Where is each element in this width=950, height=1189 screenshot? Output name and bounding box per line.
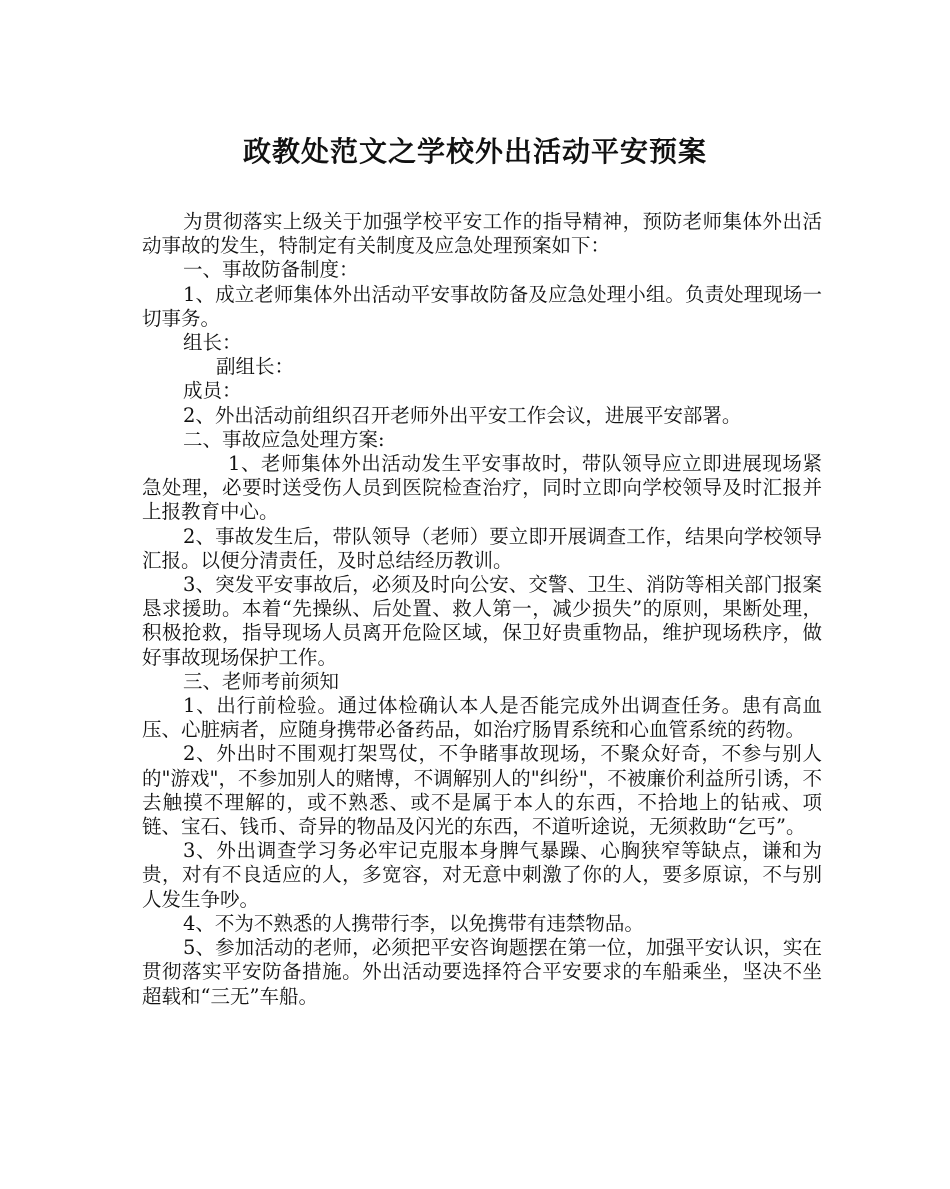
section-3-heading: 三、老师考前须知 <box>183 669 340 693</box>
section-3-item-3: 3、外出调查学习务必牢记克服本身脾气暴躁、心胸狭窄等缺点，谦和为贵，对有不良适应的人，多宽容，对无意中刺激了你的人，要多原谅，不与别人发生争吵。 <box>142 839 822 911</box>
deputy-leader-line: 副组长： <box>216 355 295 379</box>
section-2-item-3: 3、突发平安事故后，必须及时向公安、交警、卫生、消防等相关部门报案恳求援助。本着“先操纵、后处置、救人第一，减少损失”的原则，果断处理，积极抢救，指导现场人员离开危险区域，保卫好贵重物品，维护现场秩序，做好事故现场保护工作。 <box>142 573 822 669</box>
section-3-item-4: 4、不为不熟悉的人携带行李，以免携带有违禁物品。 <box>183 911 644 935</box>
intro-paragraph: 为贯彻落实上级关于加强学校平安工作的指导精神，预防老师集体外出活动事故的发生，特制定有关制度及应急处理预案如下： <box>142 210 822 258</box>
section-1-item-2: 2、外出活动前组织召开老师外出平安工作会议，进展平安部署。 <box>183 403 742 427</box>
section-2-heading: 二、事故应急处理方案: <box>183 427 385 451</box>
members-line: 成员： <box>183 379 242 403</box>
document-body <box>142 210 822 1009</box>
section-1-item-1: 1、成立老师集体外出活动平安事故防备及应急处理小组。负责处理现场一切事务。 <box>142 282 822 330</box>
section-2-item-1: 1、老师集体外出活动发生平安事故时，带队领导应立即进展现场紧急处理，必要时送受伤人员到医院检查治疗，同时立即向学校领导及时汇报并上报教育中心。 <box>142 452 822 524</box>
section-1-heading: 一、事故防备制度： <box>183 258 359 282</box>
group-leader-line: 组长： <box>183 331 242 355</box>
section-3-item-1: 1、出行前检验。通过体检确认本人是否能完成外出调查任务。患有高血压、心脏病者，应随身携带必备药品，如治疗肠胃系统和心血管系统的药物。 <box>142 694 822 742</box>
section-3-item-2: 2、外出时不围观打架骂仗，不争睹事故现场，不聚众好奇，不参与别人的"游戏"，不参加别人的赌博，不调解别人的"纠纷"，不被廉价利益所引诱，不去触摸不理解的，或不熟悉、或不是属于本人的东西，不拾地上的钻戒、项链、宝石、钱币、奇异的物品及闪光的东西，不道听途说，无须救助“乞丐”。 <box>142 742 822 839</box>
section-3-item-5: 5、参加活动的老师，必须把平安咨询题摆在第一位，加强平安认识，实在贯彻落实平安防备措施。外出活动要选择符合平安要求的车船乘坐，坚决不坐超载和“三无”车船。 <box>142 936 822 1008</box>
section-2-item-2: 2、事故发生后，带队领导（老师）要立即开展调查工作，结果向学校领导汇报。以便分清责任，及时总结经历教训。 <box>142 524 822 572</box>
document-title: 政教处范文之学校外出活动平安预案 <box>242 135 707 168</box>
